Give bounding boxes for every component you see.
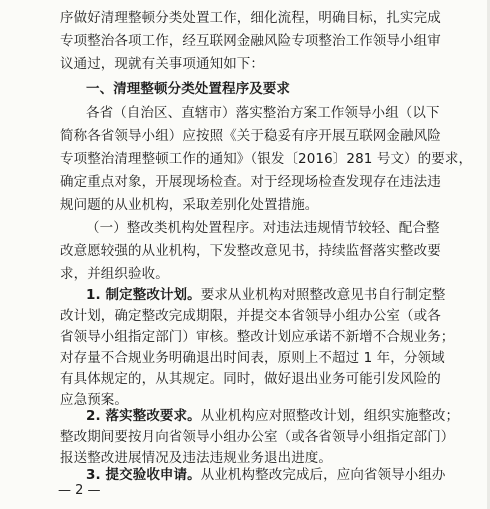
- item-2-line: 报送整改进展情况及违法违规业务退出进度。: [60, 450, 332, 466]
- paragraph-line: 各省（自治区、直辖市）落实整治方案工作领导小组（以下: [86, 105, 440, 121]
- item-1-line: 改计划，确定整改完成期限，并提交本省领导小组办公室（或各: [60, 308, 441, 324]
- item-2-line: 整改期间要按月向省领导小组办公室（或各省领导小组指定部门）: [60, 429, 455, 445]
- item-2-label: 2. 落实整改要求。: [86, 408, 201, 424]
- intro-line-3: 议通过，现就有关事项通知如下：: [60, 56, 264, 72]
- item-1-line: 对存量不合规业务明确退出时间表，原则上不超过 1 年，分领域: [60, 350, 445, 366]
- item-3-label: 3. 提交验收申请。: [86, 467, 201, 483]
- paragraph-line: 简称各省领导小组）应按照《关于稳妥有序开展互联网金融风险: [60, 128, 441, 144]
- intro-line-1: 序做好清理整顿分类处置工作，细化流程，明确目标，扎实完成: [60, 10, 441, 26]
- section-heading: 一、清理整顿分类处置程序及要求: [86, 81, 290, 97]
- intro-line-2: 专项整治各项工作，经互联网金融风险专项整治工作领导小组审: [60, 33, 441, 49]
- subsection-line: 求，并组织验收。: [60, 266, 169, 282]
- item-1-text: 要求从业机构对照整改意见书自行制定整: [200, 287, 446, 303]
- item-2-first-line: [86, 407, 459, 425]
- item-1-line: 应急预案。: [60, 392, 128, 408]
- item-3-first-line: [86, 466, 446, 484]
- page-number: — 2 —: [58, 483, 101, 498]
- item-1-line: 省领导小组指定部门）审核。整改计划应承诺不新增不合规业务；: [60, 329, 455, 345]
- item-2-text: 从业机构应对照整改计划，组织实施整改；: [200, 408, 460, 424]
- subsection-line: 改意愿较强的从业机构，下发整改意见书，持续监督落实整改要: [60, 243, 441, 259]
- item-1-first-line: [86, 286, 446, 304]
- item-1-label: 1. 制定整改计划。: [86, 287, 201, 303]
- paragraph-line: 专项整治清理整顿工作的通知》（银发〔2016〕281 号文）的要求，: [60, 151, 473, 167]
- item-3-text: 从业机构整改完成后，应向省领导小组办: [200, 467, 446, 483]
- item-1-line: 有具体规定的，从其规定。同时，做好退出业务可能引发风险的: [60, 371, 441, 387]
- paragraph-line: 规问题的从业机构，采取差别化处置措施。: [60, 197, 319, 213]
- subsection-line: （一）整改类机构处置程序。对违法违规情节较轻、配合整: [86, 220, 440, 236]
- paragraph-line: 确定重点对象，开展现场检查。对于经现场检查发现存在违法违: [60, 174, 441, 190]
